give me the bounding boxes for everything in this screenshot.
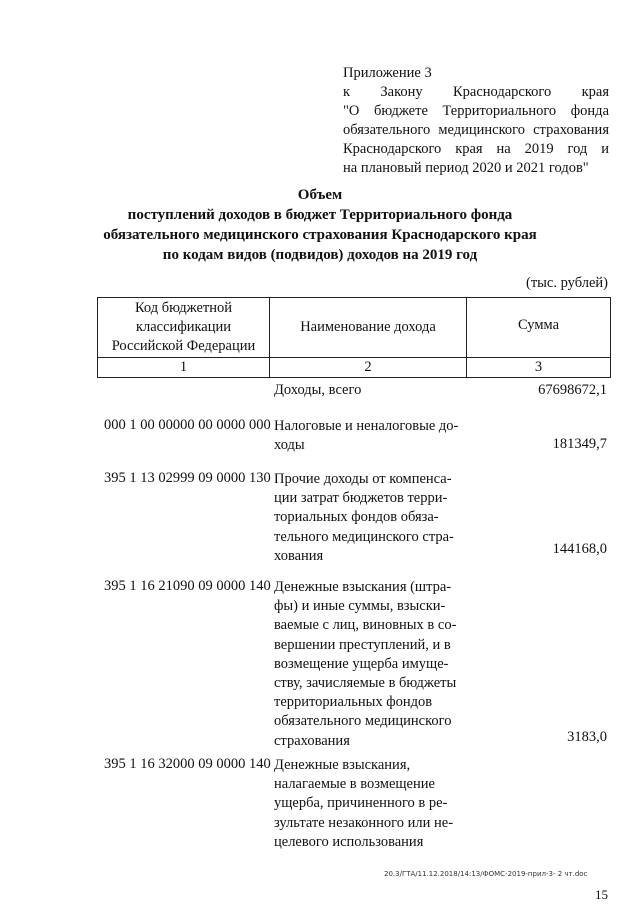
document-title — [0, 185, 640, 265]
footer-file-path: 20.3/ГТА/11.12.2018/14:13/ФОМС-2019-прил-3- 2 чт.doc — [384, 870, 588, 878]
header-number-2: 2 — [270, 358, 467, 378]
appendix-line-5: Краснодарского края на 2019 год и — [343, 141, 609, 157]
total-amount: 67698672,1 — [538, 382, 607, 398]
appendix-line-3: "О бюджете Территориального фонда — [343, 103, 609, 119]
header-number-1: 1 — [98, 358, 270, 378]
appendix-line-4: обязательного медицинского страхования — [343, 122, 609, 138]
row-amount: 3183,0 — [567, 729, 607, 745]
row-code: 000 1 00 00000 00 0000 000 — [104, 417, 271, 433]
title-line-2: поступлений доходов в бюджет Территориального фонда — [127, 207, 513, 223]
row-amount: 181349,7 — [552, 436, 607, 452]
header-sum-column: Сумма — [467, 298, 611, 358]
page-number: 15 — [595, 887, 608, 902]
row-description: Денежные взыскания (штра- фы) и иные суммы, взыски- ваемые с лиц, виновных в со- вершении преступлений, и в возмещение ущерба имуще- ству, зачисляемые в бюджеты территориальных фондов обязательного медицинского страхования — [274, 579, 457, 749]
row-code: 395 1 16 32000 09 0000 140 — [104, 756, 271, 772]
title-line-4: по кодам видов (подвидов) доходов на 2019 год — [162, 247, 478, 263]
row-code: 395 1 16 21090 09 0000 140 — [104, 578, 271, 594]
header-number-3: 3 — [467, 358, 611, 378]
appendix-line-2: к Закону Краснодарского края — [343, 84, 609, 100]
appendix-header — [343, 64, 609, 178]
row-description: Денежные взыскания, налагаемые в возмещение ущерба, причиненного в ре- зультате незаконного или не- целевого использования — [274, 757, 454, 850]
row-code: 395 1 13 02999 09 0000 130 — [104, 470, 271, 486]
row-amount: 144168,0 — [552, 541, 607, 557]
row-description: Налоговые и неналоговые до- ходы — [274, 418, 459, 454]
title-line-1: Объем — [297, 187, 343, 203]
appendix-line-6: на плановый период 2020 и 2021 годов" — [343, 160, 589, 176]
title-line-3: обязательного медицинского страхования Краснодарского края — [103, 227, 537, 243]
unit-label: (тыс. рублей) — [526, 275, 608, 291]
header-name-column: Наименование дохода — [270, 298, 467, 358]
row-description: Прочие доходы от компенса- ции затрат бюджетов терри- ториальных фондов обяза- тельного медицинского стра- хования — [274, 471, 454, 564]
total-label: Доходы, всего — [274, 382, 362, 398]
table-header — [97, 297, 611, 378]
appendix-title: Приложение 3 — [343, 65, 432, 81]
header-code-column: Код бюджетной классификации Российской Федерации — [98, 298, 270, 358]
